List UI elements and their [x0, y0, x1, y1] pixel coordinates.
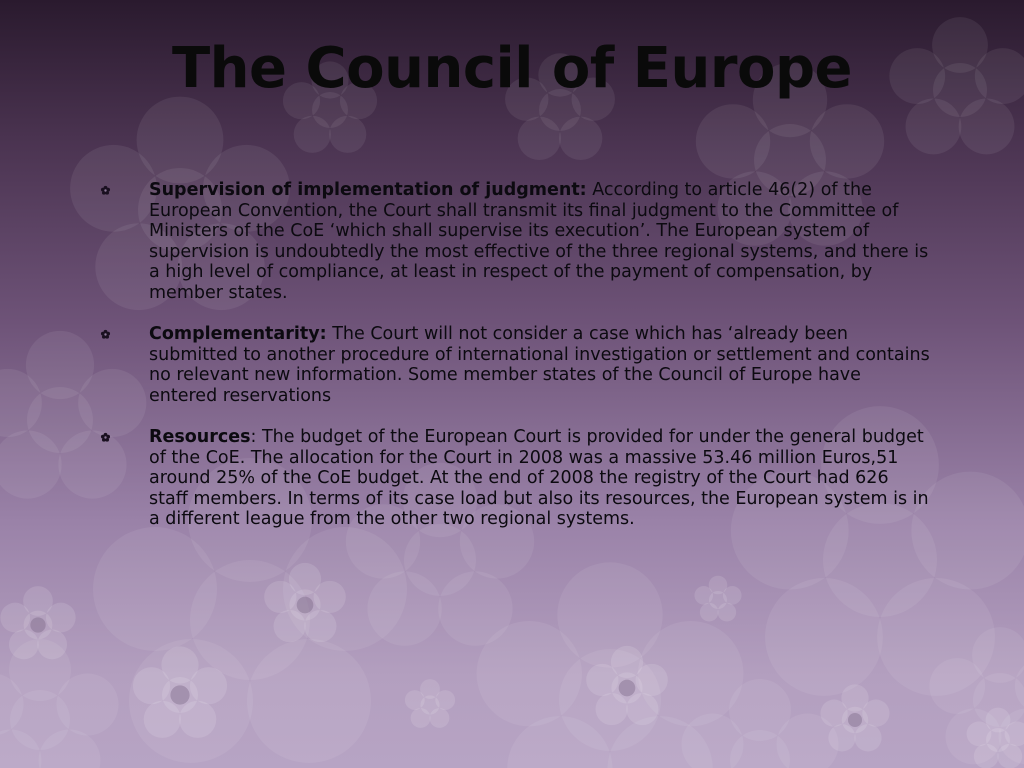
bullet-heading: Complementarity:	[149, 324, 327, 344]
bullet-text: According to article 46(2) of the European Convention, the Court shall transmit its final judgment to the Committee of Ministers of the CoE ‘which shall supervise its execution’. The European system of supervision is undoubtedly the most effective of the three regional systems, and there is a high level of compliance, at least in respect of the payment of compensation, by member states.	[149, 180, 929, 303]
bullet-text: The Court will not consider a case which has ‘already been submitted to another procedure of international investigation or settlement and contains no relevant new information. Some member states of the Council of Europe have entered reservations	[149, 324, 930, 406]
flower-bullet-icon	[100, 185, 111, 196]
bullet-item-supervision	[100, 180, 930, 303]
bullet-heading: Resources	[149, 427, 251, 447]
bullet-list	[100, 180, 930, 551]
bullet-text: : The budget of the European Court is provided for under the general budget of the CoE. The allocation for the Court in 2008 was a massive 53.46 million Euros,51 around 25% of the CoE budget. At the end of 2008 the registry of the Court had 626 staff members. In terms of its case load but also its resources, the European system is in a different league from the other two regional systems.	[149, 427, 929, 529]
slide-title: The Council of Europe	[171, 36, 853, 101]
flower-bullet-icon	[100, 432, 111, 443]
bullet-item-complementarity	[100, 324, 930, 406]
bullet-heading: Supervision of implementation of judgment:	[149, 180, 587, 200]
bullet-item-resources	[100, 427, 930, 530]
flower-bullet-icon	[100, 329, 111, 340]
